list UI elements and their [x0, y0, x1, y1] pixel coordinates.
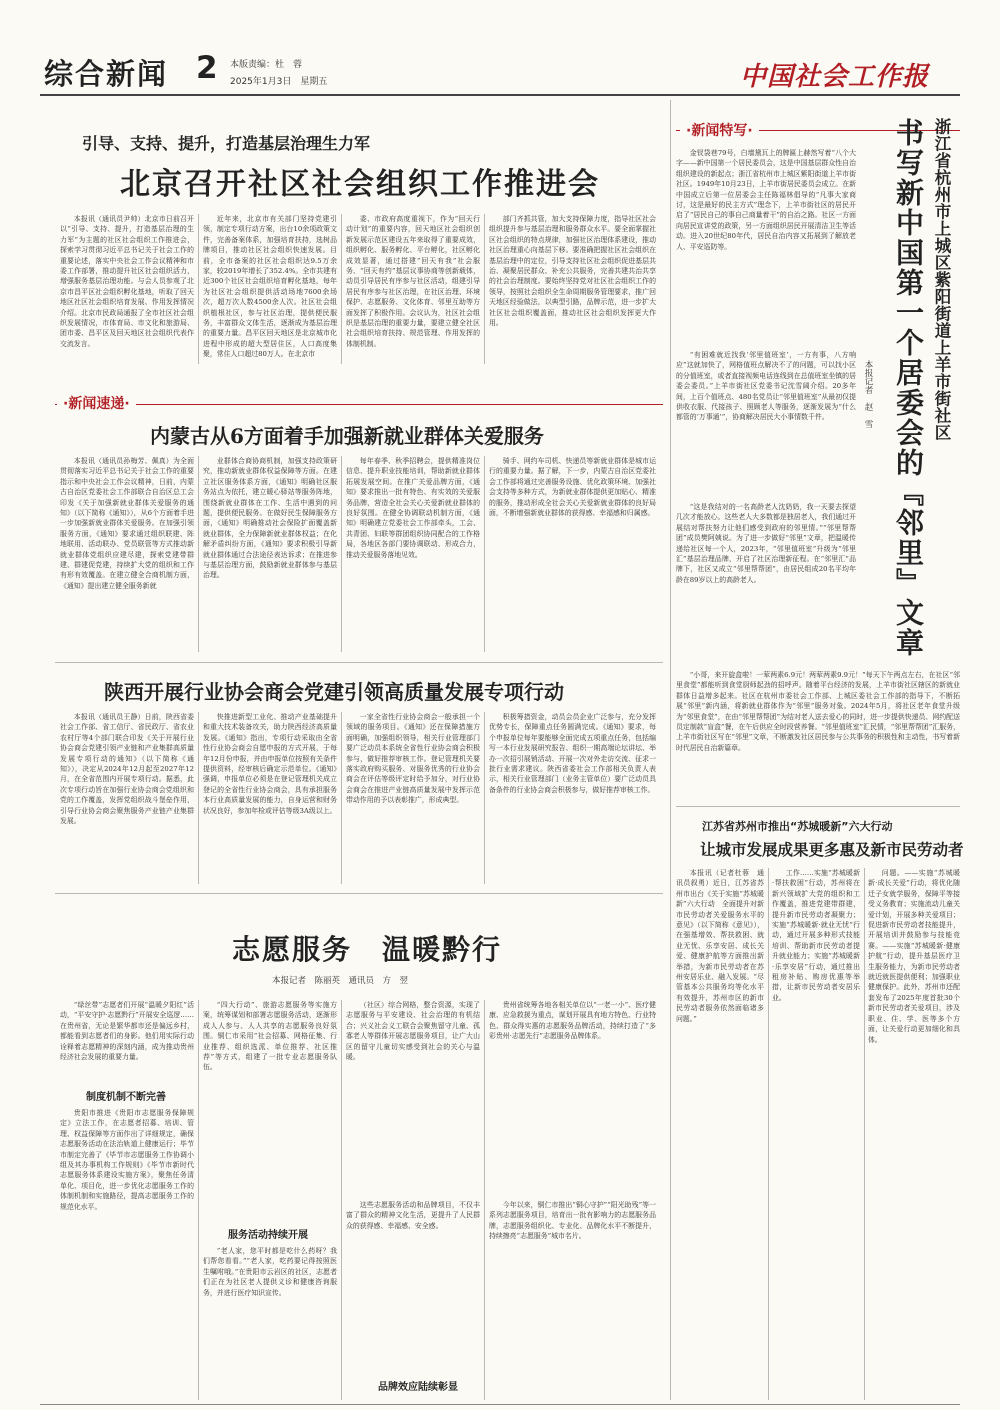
article2-col4: 骑手、网约车司机、快递员等新就业群体是城市运行的重要力量。据了解，下一步，内蒙古自治区党委社会工作部将通过完善服务设施、优化政策环境、加强社会支持等多种方式，为新就业群体提供更加贴心、精准的服务，推动形成全社会关心关爱新就业群体的良好局面，不断增强新就业群体的获得感、幸福感和归属感。	[489, 457, 656, 518]
article5-col4: “小哥，来开旋盒啦！一荤两素6.9元！两荤两素9.9元！”每天下午两点左右，在社区“邻里食堂”都能听到食堂厨师起劲的招呼声。随着平台经济的发展，上羊市街社区辖区的新就业群体日益增多起来。社区在杭州市委社会工作部、上城区委社会工作部的指导下，不断拓展“邻里”新内涵，将新就业群体作为“邻里”服务对象。2024年5月，将社区老年食堂升级为“邻里食堂”，在由“邻里帮帮团”为结对老人送去爱心的同时，进一步提供快递员、网约配送员定制款“盲盒”餐，在午后供应全时段营养餐。“邻里值班室”汇民情，“邻里帮帮团”汇服务，上羊市街社区写在“邻里”文章，不断激发社区居民参与公共事务的积极性和主动性，书写着新时代居民自治新篇章。	[676, 671, 960, 752]
article4-col2b: “老人家，您平时都是吃什么药呀？我们帮您看看。”“老人家，吃药要记得按照医生嘱咐哦。”在贵阳市云岩区的社区，志愿者们正在为社区老人提供义诊和健康咨询服务，并进行医疗知识宣传。	[203, 1247, 337, 1297]
issue-date: 2025年1月3日 星期五	[230, 77, 328, 87]
article4-byline: 本报记者 陈丽英 通讯员 方 翌	[272, 976, 409, 986]
article5-byline: 本报记者 赵 雪	[863, 360, 873, 428]
article4-subhead-3: 品牌效应陆续彰显	[378, 1382, 458, 1393]
page-number: 2	[196, 50, 218, 86]
divider	[484, 712, 485, 884]
article1-col3: 委、市政府高度重视下，作为“回天行动计划”的重要内容，回天地区社会组织创新发展示范区建设五年来取得了重要成效，组织孵化、服务孵化、平台孵化，社区孵化成效显著，通过搭建“回天有我”社会服务、“回天有约”基层议事协商等创新载体，动员引导居民有序参与社区活动，组建引导居民有序参与社区治理，在社区治理、环境保护、志愿服务、文化体育、邻里互助等方面发挥了积极作用。会议认为，社区社会组织是基层治理的重要力量，要建立健全社区社会组织培育扶持、规范管理、作用发挥的体制机制。	[346, 215, 480, 348]
masthead	[0, 0, 1000, 98]
article3-col3: 一家全省性行业协会商会一般承担一个领域的服务项目。《通知》还在保障措施方面明确，加强组织领导，相关行业管理部门要广泛动员本系统全省性行业协会商会积极参与，做好推荐审核工作。登记管理机关要落实政府购买服务、对服务优秀的行业协会商会在评估等级评定时给予加分，对行业协会商会在推进产业链高质量发展中发挥示范带动作用的予以表彰推广，形成典型。	[346, 713, 480, 805]
article2-col3: 每年春季、秋季招聘会，提供精准岗位信息、提升职业技能培训，帮助新就业群体拓展发展空间。在推广关爱品牌方面，《通知》要求推出一批有特色、有实效的关爱服务品牌，营造全社会关心关爱新就业群体的良好氛围。在健全协调联动机制方面，《通知》明确建立党委社会工作部牵头，工会、共青团、妇联等群团组织协同配合的工作格局，各地区各部门要协调联动、形成合力，推动关爱服务落地见效。	[346, 457, 480, 559]
article2-col1: 本报讯（通讯员孙梅芳、佩真）为全面贯彻落实习近平总书记关于社会工作的重要指示和中央社会工作会议精神，日前，内蒙古自治区党委社会工作部联合自治区总工会印发《关于加强新就业群体关爱服务的通知》（以下简称《通知》），从6个方面着手进一步加强新就业群体关爱服务。在加强引领服务方面，《通知》要求通过组织联建、阵地联用、活动联办、党员联管等方式推动新就业群体党组织应建尽建，探索党建带群建、群建促党建，持续扩大党的组织和工作有形有效覆盖。在建立健全合商机制方面，《通知》提出建立健全服务新就	[60, 457, 194, 590]
divider	[198, 1000, 199, 1400]
divider	[484, 214, 485, 364]
article4-col4b: 今年以来，铜仁市推出“铜心守护”“阳光助残”等一系列志愿服务项目，培育出一批有影响力的志愿服务品牌，志愿服务组织化、专业化、品牌化水平不断提升，持续擦亮“志愿服务”城市名片。	[489, 1201, 656, 1241]
article1-col1: 本报讯（通讯员尹帅）北京市日前召开以“引导、支持、提升，打造基层治理的生力军”为主题的社区社会组织工作推进会，探索学习贯彻习近平总书记关于社会工作的重要论述，落实中央社会工作会议精神和市委工作部署，推动提升社区社会组织活力，增强服务基层治理功能。与会人员参观了北京市昌平区社会组织孵化基地，听取了回天地区社区社会组织培育发展、作用发挥情况介绍。北京市民政局通报了全市社区社会组织发展情况，市体育局、市文化和旅游局、团市委、昌平区及回天地区社会组织代表作交流发言。	[60, 215, 194, 348]
article5-kicker: ·新闻特写·	[680, 120, 759, 140]
section-rule	[55, 404, 663, 405]
article2-kicker: ·新闻速递·	[57, 393, 136, 413]
article1-col2: 近年来，北京市有关部门坚持党建引领，制定专项行动方案，出台10余项政策文件，完善备案体系，加强培育扶持，选树品牌项目，推动社区社会组织快速发展。目前，全市备案的社区社会组织达9.5万余家，较2019年增长了352.4%。全市共建有近300个社区社会组织培育孵化基地，每年为社区社会组织提供活动场地7600余场次，超万次人数4500余人次。社区社会组织植根社区，参与社区治理，提供便民服务，丰富群众文体生活，逐渐成为基层治理的重要力量。昌平区回天地区是北京城市化进程中形成的超大型居住区，人口高度集聚，常住人口超过80万人。在北京市	[203, 215, 337, 359]
article4-col1a: “绿丝带”志愿者们开展“温暖夕阳红”活动，“平安守护·志愿黔行”开展安全巡逻……在贵州省，无论是繁华都市还是偏远乡村，都能看到志愿者们的身影。他们用实际行动诠释着志愿精神的深刻内涵，成为推动贵州经济社会发展的重要力量。	[60, 1001, 194, 1062]
article2-headline: 内蒙古从6方面着手加强新就业群体关爱服务	[150, 424, 544, 448]
masthead-rule	[40, 94, 960, 96]
article5-headline-line2: 书写新中国第一个居委会的『邻里』文章	[892, 118, 925, 658]
divider	[341, 1000, 342, 1400]
article6-headline: 让城市发展成果更多惠及新市民劳动者	[700, 840, 964, 859]
article1-headline: 北京召开社区社会组织工作推进会	[120, 167, 600, 202]
article1-kicker: 引导、支持、提升，打造基层治理生力军	[82, 134, 371, 153]
article4-subhead-2: 服务活动持续开展	[228, 1230, 308, 1241]
article6-col2: 工作……实施“苏城暖新·帮扶救困”行动，苏州将在新兴领域扩大党的组织和工作覆盖，推进党建带群建，提升新市民劳动者凝聚力；实施“苏城暖新·就业无忧”行动，通过开展多种形式技能培训、帮助新市民劳动者提升就业能力；实施“苏城暖新·乐享安居”行动，通过推出租房补贴、购房优惠等举措，让新市民劳动者安居乐业。	[772, 869, 860, 1002]
divider	[198, 712, 199, 884]
column-divider	[670, 100, 671, 1400]
article4-col3b: 这些志愿服务活动和品牌项目，不仅丰富了群众的精神文化生活，更提升了人民群众的获得感、幸福感、安全感。	[346, 1201, 480, 1230]
article4-col4a: 贵州省统筹各地各相关单位以“一老一小”、医疗健康、应急救援为重点，谋划开展具有地方特色、行业特色、群众得实惠的志愿服务品牌活动，持续打造了“多彩贵州·志愿先行”志愿服务品牌体系。	[489, 1001, 656, 1041]
article5-col1: 金钗袋巷79号，白墙黛瓦上的牌匾上赫然写着“八个大字——新中国第一个居民委员会，这是中国基层群众性自治组织建设的新起点；浙江省杭州市上城区紫阳街道上羊市街社区。1949年10月23日，上羊市街居民委员会成立。在新中国成立后第一位居委会主任陈福林倡导的“凡事大家商讨，这是最好的民主方式”理念下，上羊市街社区的居民开启了“居民自己的事自己商量着干”的自治之路。社区一方面向居民宣讲党的政策，另一方面组织居民开展清洁卫生等活动。进入20世纪80年代，居民自治内容又拓展到了解放老人、平安巡防等。	[676, 149, 856, 251]
article5-headline-line1: 浙江省杭州市上城区紫阳街道上羊市街社区	[932, 118, 951, 441]
article6-kicker: 江苏省苏州市推出“苏城暖新”六大行动	[702, 820, 893, 833]
paper-name: 中国社会工作报	[740, 62, 930, 92]
divider	[484, 456, 485, 652]
divider	[341, 456, 342, 652]
article2-col2: 业群体合商协商机制，加强支持政策研究，推动新就业群体权益保障等方面。在建立社区服务体系方面，《通知》明确社区服务站点为依托，建立暖心驿站等服务阵地，围绕新就业群体在工作、生活中遇到的问题，提供便民服务。在做好民生保障服务方面，《通知》明确推动社会保险扩面覆盖新就业群体，全力保障新就业群体权益；在化解矛盾纠纷方面，《通知》要求积极引导新就业群体通过合法途径表达诉求；在推进参与基层治理方面，鼓励新就业群体参与基层治理。	[203, 457, 337, 580]
article4-col1b: 贵阳市推进《贵阳市志愿服务保障规定》立法工作，在志愿者招募、培训、管理、权益保障等方面作出了详细规定，确保志愿服务活动在法治轨道上健康运行；毕节市制定完善了《毕节市志愿服务工作协调小组及其办事机构工作规则》《毕节市新时代志愿服务体系建设实施方案》，聚焦任务清单化、项目化，进一步优化志愿服务工作的体制机制和实施路径，提高志愿服务工作的规范化水平。	[60, 1109, 194, 1211]
divider	[198, 456, 199, 652]
article4-col2a: “四大行动”、旅游志愿服务等实施方案，统筹谋划和部署志愿服务活动，逐渐形成人人参与、人人共享的志愿服务良好氛围。铜仁市采用“社会招募、网格征集、行业推荐、组织选派、单位推荐、社区推荐”等方式，组建了一批专业志愿服务队伍。	[203, 1001, 337, 1072]
divider	[341, 214, 342, 364]
divider	[768, 868, 769, 1400]
divider	[341, 712, 342, 884]
article3-headline: 陕西开展行业协会商会党建引领高质量发展专项行动	[104, 680, 564, 704]
divider	[484, 1000, 485, 1400]
section-rule	[55, 893, 663, 894]
article5-col3: “这是我结对的一名高龄老人沈奶奶，我一天要去探望几次才能放心。这些老人大多数都是独居老人，我们通过开展结对帮扶努力让他们感受到政府的邻里情。”“邻里帮帮团”成员樊阿姨说。为了进一步做好“邻里”文章，把温暖传递给社区每一个人，2023年，“邻里值班室”升级为“邻里汇”基层治理品牌，开启了社区治理新征程。在“邻里汇”品牌下，社区又成立“邻里帮帮团”，由居民组成20名平均年龄在89岁以上的高龄老人。	[676, 503, 856, 584]
section-rule	[55, 662, 663, 663]
article4-col3a: （社区）综合网格，整合资源，实现了志愿服务与平安建设、社会治理的有机结合；兴义社会义工联合会聚焦留守儿童、孤寡老人等群体开展志愿服务项目，让广大山区的留守儿童切实感受到社会的关心与温暖。	[346, 1001, 480, 1062]
article3-col1: 本报讯（通讯员王静）日前，陕西省委社会工作部、省工信厅、省民政厅、省农业农村厅等4个部门联合印发《关于开展行业协会商会党建引领产业链和产业集群高质量发展专项行动的通知》（以下简称《通知》），决定从2024年12月起至2027年12月，在全省范围内开展专项行动。据悉，此次专项行动旨在加强行业协会商会党组织和党的工作覆盖，发挥党组织战斗堡垒作用，引导行业协会商会聚焦服务产业链产业集群发展。	[60, 713, 194, 826]
article3-col2: 快推进新型工业化、推动产业基础提升和重大技术装备攻关，助力陕西经济高质量发展。《通知》指出，专项行动采取由全省性行业协会商会自愿申报的方式开展，于每年12月份申报，并由申报单位按照有关条件提供资料，经审核后确定示范单位。《通知》强调，申报单位必须是在登记管理机关成立登记的全省性行业协会商会，具有承担服务本行业高质量发展的能力，自身运营和财务状况良好，参加年检或评估等级3A级以上。	[203, 713, 337, 815]
divider	[198, 214, 199, 364]
article1-col4: 部门齐抓共管，加大支持保障力度，指导社区社会组织提升参与基层治理和服务群众水平。要全面掌握社区社会组织的特点规律，加强社区治理体系建设，推动社区治理重心向基层下移。要准确把握社区社会组织在基层治理中的定位，引导支持社区社会组织促进基层共治、凝聚居民群众、补充公共服务，完善共建共治共享的社会治理制度。要始终坚持党对社区社会组织工作的领导，按照社会组织全生命周期服务管理要求，推广回天地区经验做法，以典型引路，品牌示范，进一步扩大社区社会组织覆盖面，推动社区社会组织发挥更大作用。	[489, 215, 656, 328]
section-rule	[676, 806, 960, 807]
divider	[864, 868, 865, 1400]
article4-subhead-1: 制度机制不断完善	[86, 1092, 166, 1103]
editor-credit: 本版责编：杜 蓉	[230, 60, 303, 70]
page-bottom-rule	[40, 1404, 960, 1405]
article5-col2: “有困难就近找我‘邻里值班室’，一方有事，八方响应”这就加快了，网格值班点解决不了的问题，可以找小区的分值班室，或者直接视频电话连线到在总值班室坐镇的居委会委员。”上羊市街社区党委书记沈雪阔介绍。20多年间，上百个值班点、480名党员让“邻里值班室”从最初仅提供收衣服、代接孩子、照顾老人等服务，逐渐发展为“什么都管的‘万事通’”，协商解决居民大小事情数千件。	[676, 351, 856, 422]
article3-col4: 积极筹措资金，动员会员企业广泛参与，充分发挥优势专长，保障重点任务圆满完成。《通知》要求，每个申报单位每年要能够全面完成五项重点任务，包括编写一本行业发展研究报告、组织一期高端论坛讲坛、举办一次招引展销活动、开展一次对外走访交流、征求一批行业需求建议。陕西省委社会工作部相关负责人表示，相关行业管理部门（业务主管单位）要广泛动员具备条件的行业协会商会积极参与，做好推荐审核工作。	[489, 713, 656, 794]
section-title: 综合新闻	[44, 57, 169, 91]
article4-headline: 志愿服务 温暖黔行	[232, 933, 503, 966]
article6-col1: 本报讯（记者杜蓉 通讯员叙勇）近日，江苏省苏州市出台《关于实施“苏城暖新”六大行动 全面提升对新市民劳动者关爱服务水平的意见》（以下简称《意见》），在强基增效、帮扶救困、就业无忧、乐享安居、成长关爱、健康护航等方面推出新举措，为新市民劳动者在苏州安居乐业、融入发展。“尽管基本公共服务均等化水平有效提升，苏州市区的新市民劳动者服务依然面临诸多问题。”	[676, 869, 764, 1023]
article6-col3: 问题。——实施“苏城暖新·成长关爱”行动，将优化随迁子女就学服务，保障平等接受义务教育；实施流动儿童关爱计划，开展多种关爱项目；促进新市民劳动者技能提升，开展培训并鼓励参与技能竞赛。——实施“苏城暖新·健康护航”行动，提升基层医疗卫生服务能力，为新市民劳动者就近就医提供便利；加强职业健康保护。此外，苏州市还配套发布了2025年度首批30个新市民劳动者关爱项目，涉及职业、住、学、医等多个方面，让关爱行动更加细化和具体。	[868, 869, 960, 1044]
